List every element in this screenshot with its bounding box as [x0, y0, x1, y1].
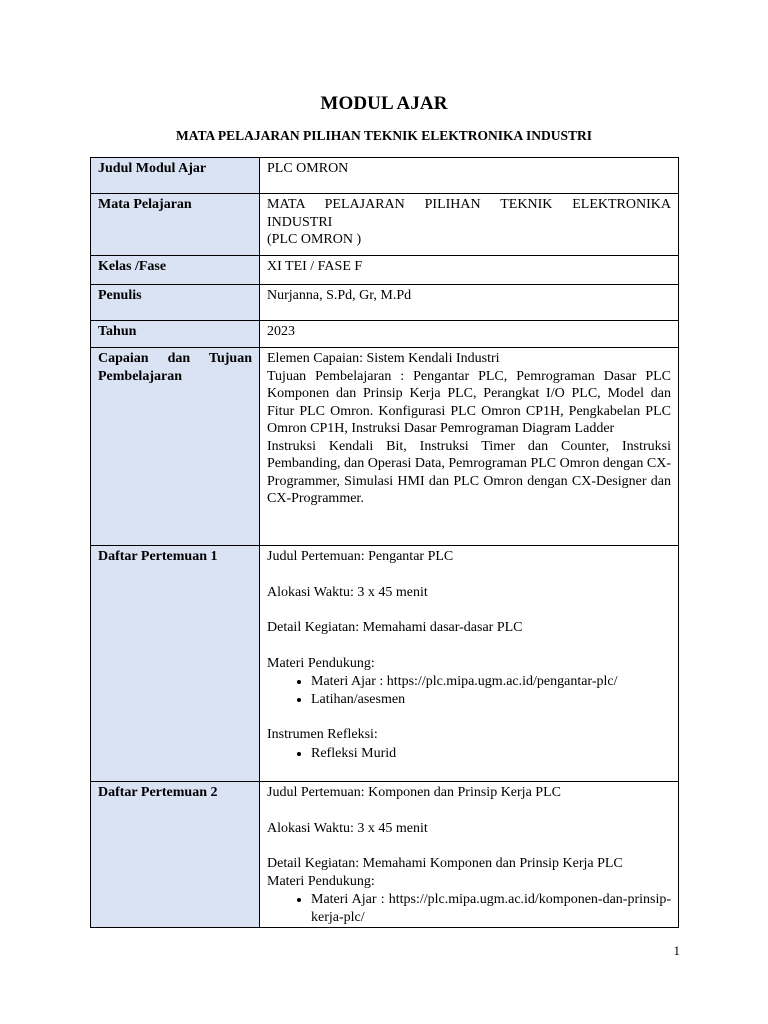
value-mata-pelajaran	[260, 194, 679, 256]
value-penulis: Nurjanna, S.Pd, Gr, M.Pd	[260, 285, 679, 321]
label-tahun: Tahun	[91, 321, 260, 348]
document-subtitle: MATA PELAJARAN PILIHAN TEKNIK ELEKTRONIKA INDUSTRI	[176, 128, 592, 143]
p1-instrumen-list	[267, 745, 671, 763]
capaian-tujuan: Tujuan Pembelajaran : Pengantar PLC, Pemrograman Dasar PLC Komponen dan Prinsip Kerja PLC, Perangkat I/O PLC, Model dan Fitur PLC Omron. Konfigurasi PLC Omron CP1H, Pengkabelan PLC Omron CP1H, Instruksi Dasar Pemrograman Diagram Ladder	[267, 368, 671, 436]
p1-alokasi: Alokasi Waktu: 3 x 45 menit	[267, 584, 428, 600]
module-table	[90, 157, 679, 928]
value-pertemuan-1	[260, 546, 679, 782]
p1-detail: Detail Kegiatan: Memahami dasar-dasar PLC	[267, 620, 523, 635]
row-tahun	[91, 321, 679, 348]
label-capaian: Capaian dan Tujuan Pembelajaran	[91, 348, 260, 546]
value-pertemuan-2	[260, 782, 679, 928]
document-title: MODUL AJAR	[320, 93, 448, 114]
page-number: 1	[673, 943, 680, 958]
label-judul-modul: Judul Modul Ajar	[91, 158, 260, 194]
row-pertemuan-1	[91, 546, 679, 782]
list-item: • Materi Ajar : https://plc.mipa.ugm.ac.id/pengantar-plc/	[311, 673, 671, 691]
label-pertemuan-2: Daftar Pertemuan 2	[91, 782, 260, 928]
row-capaian	[91, 348, 679, 546]
row-mata-pelajaran	[91, 194, 679, 256]
label-mata-pelajaran: Mata Pelajaran	[91, 194, 260, 256]
p1-judul: Judul Pertemuan: Pengantar PLC	[267, 549, 454, 564]
mapel-line-2: (PLC OMRON )	[267, 232, 362, 247]
p1-instrumen-heading: Instrumen Refleksi:	[267, 727, 378, 742]
value-kelas-fase: XI TEI / FASE F	[260, 256, 679, 285]
row-kelas-fase	[91, 256, 679, 285]
row-judul-modul	[91, 158, 679, 194]
p2-alokasi: Alokasi Waktu: 3 x 45 menit	[267, 820, 428, 836]
label-penulis: Penulis	[91, 285, 260, 321]
list-item: • Refleksi Murid	[311, 745, 671, 763]
row-penulis	[91, 285, 679, 321]
p1-materi-list	[267, 673, 671, 708]
label-pertemuan-1: Daftar Pertemuan 1	[91, 546, 260, 782]
p2-judul: Judul Pertemuan: Komponen dan Prinsip Kerja PLC	[267, 785, 561, 800]
mapel-line-1: MATA PELAJARAN PILIHAN TEKNIK ELEKTRONIKA INDUSTRI	[267, 197, 671, 230]
list-item: • Materi Ajar : https://plc.mipa.ugm.ac.id/komponen-dan-prinsip-kerja-plc/	[311, 891, 671, 926]
row-pertemuan-2	[91, 782, 679, 928]
p2-materi-heading: Materi Pendukung:	[267, 873, 375, 889]
value-capaian	[260, 348, 679, 546]
p2-materi-list	[267, 891, 671, 926]
label-kelas-fase: Kelas /Fase	[91, 256, 260, 285]
capaian-elemen: Elemen Capaian: Sistem Kendali Industri	[267, 351, 500, 366]
value-tahun: 2023	[260, 321, 679, 348]
p2-detail: Detail Kegiatan: Memahami Komponen dan Prinsip Kerja PLC	[267, 856, 623, 871]
list-item: • Latihan/asesmen	[311, 691, 671, 709]
value-judul-modul: PLC OMRON	[260, 158, 679, 194]
capaian-instruksi: Instruksi Kendali Bit, Instruksi Timer dan Counter, Instruksi Pembanding, dan Operasi Data, Pemrograman PLC Omron dengan CX-Programmer, Simulasi HMI dan PLC Omron dengan CX-Designer dan CX-Programmer.	[267, 438, 671, 506]
p1-materi-heading: Materi Pendukung:	[267, 655, 375, 671]
